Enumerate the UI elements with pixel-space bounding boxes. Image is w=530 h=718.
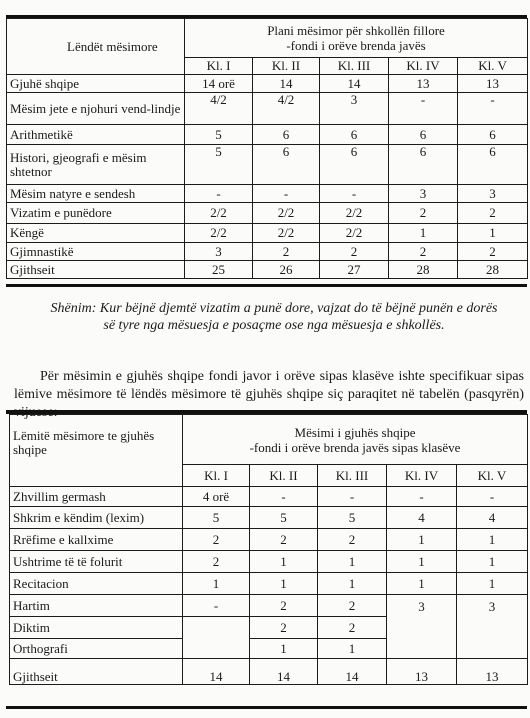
table-row (7, 125, 528, 145)
value-cell: 3 (185, 243, 253, 261)
note-text: Shënim: Kur bëjnë djemtë vizatim a punë dore, vajzat do të bëjnë punën e dorës së tyre nga mësuesja e posaçme ose nga mësuesja e shkollës. (50, 301, 498, 333)
subject-cell: Vizatim e punëdore (7, 203, 185, 224)
value-cell: 2/2 (253, 203, 320, 224)
value-cell: 25 (185, 261, 253, 279)
subject-cell: Orthografi (10, 639, 183, 659)
albanian-language-table (9, 414, 528, 685)
class-header: Kl. I (183, 465, 250, 487)
value-cell: 1 (318, 573, 387, 595)
value-cell: 1 (458, 224, 528, 243)
value-cell: - (318, 487, 387, 507)
value-cell: 5 (185, 125, 253, 145)
value-cell: 2/2 (185, 203, 253, 224)
value-cell: 14 (320, 75, 389, 93)
subject-header: Lëmitë mësimore te gjuhës shqipe (10, 415, 183, 487)
table1-bottom-border (6, 284, 527, 287)
value-cell: 14 (250, 659, 318, 685)
subject-cell: Ushtrime të të folurit (10, 551, 183, 573)
value-cell: 2 (250, 595, 318, 617)
subject-cell: Këngë (7, 224, 185, 243)
value-cell: 1 (457, 529, 528, 551)
curriculum-table (6, 18, 528, 279)
plan-header (185, 19, 528, 58)
value-cell: 2 (320, 243, 389, 261)
class-header: Kl. V (457, 465, 528, 487)
value-cell: 2 (183, 529, 250, 551)
value-cell: 1 (457, 573, 528, 595)
value-cell: 1 (250, 639, 318, 659)
merged-value-cell: 3 (457, 595, 528, 659)
value-cell: 1 (387, 529, 457, 551)
value-cell: 13 (457, 659, 528, 685)
value-cell: - (457, 487, 528, 507)
class-header: Kl. III (318, 465, 387, 487)
value-cell: 2 (250, 529, 318, 551)
value-cell: 28 (458, 261, 528, 279)
table-row-total (7, 261, 528, 279)
class-header: Kl. II (250, 465, 318, 487)
value-cell: 2 (183, 551, 250, 573)
value-cell: - (185, 185, 253, 203)
value-cell-empty (183, 617, 250, 659)
subject-cell: Arithmetikë (7, 125, 185, 145)
class-header: Kl. II (253, 58, 320, 75)
subject-cell: Mësim jete e njohuri vend-lindje (7, 93, 185, 125)
value-cell: - (250, 487, 318, 507)
table-row (7, 93, 528, 125)
value-cell: 6 (253, 145, 320, 185)
value-cell: - (389, 93, 458, 125)
subject-cell: Rrëfime e kallxime (10, 529, 183, 551)
value-cell: 1 (457, 551, 528, 573)
merged-value-cell: 3 (387, 595, 457, 659)
subject-cell: Hartim (10, 595, 183, 617)
class-header: Kl. III (320, 58, 389, 75)
value-cell: 6 (320, 125, 389, 145)
value-cell: 13 (387, 659, 457, 685)
subject-cell: Recitacion (10, 573, 183, 595)
value-cell: 2/2 (320, 203, 389, 224)
subject-cell: Histori, gjeografi e mësim shtetnor (7, 145, 185, 185)
subject-cell: Shkrim e këndim (lexim) (10, 507, 183, 529)
value-cell: 14 (253, 75, 320, 93)
value-cell: 2/2 (185, 224, 253, 243)
value-cell: 6 (389, 145, 458, 185)
value-cell: 6 (458, 125, 528, 145)
value-cell: 28 (389, 261, 458, 279)
plan-header (183, 415, 528, 465)
value-cell: 2 (318, 617, 387, 639)
subject-cell: Zhvillim germash (10, 487, 183, 507)
value-cell: 2 (458, 243, 528, 261)
subject-cell: Gjuhë shqipe (7, 75, 185, 93)
table-row-total (10, 659, 528, 685)
subject-cell: Gjithseit (7, 261, 185, 279)
value-cell: 6 (458, 145, 528, 185)
value-cell: - (253, 185, 320, 203)
table-row (10, 551, 528, 573)
value-cell: 5 (183, 507, 250, 529)
value-cell: 1 (318, 639, 387, 659)
value-cell: 5 (318, 507, 387, 529)
value-cell: 6 (253, 125, 320, 145)
class-header: Kl. IV (389, 58, 458, 75)
value-cell: 2 (253, 243, 320, 261)
value-cell: 5 (185, 145, 253, 185)
value-cell: 3 (320, 93, 389, 125)
value-cell: 1 (318, 551, 387, 573)
table-row (7, 145, 528, 185)
value-cell: 2 (250, 617, 318, 639)
value-cell: 4/2 (253, 93, 320, 125)
table-row (10, 487, 528, 507)
value-cell: 27 (320, 261, 389, 279)
table-row (7, 203, 528, 224)
value-cell: 2 (389, 243, 458, 261)
value-cell: 4 (387, 507, 457, 529)
table-row (10, 507, 528, 529)
value-cell: - (183, 595, 250, 617)
value-cell: 1 (183, 573, 250, 595)
class-header: Kl. IV (387, 465, 457, 487)
value-cell: 3 (458, 185, 528, 203)
value-cell: 14 (183, 659, 250, 685)
value-cell: - (387, 487, 457, 507)
class-header: Kl. V (458, 58, 528, 75)
value-cell: 4 (457, 507, 528, 529)
plan-header-line2: -fondi i orëve brenda javës sipas klasëve (249, 439, 461, 455)
value-cell: 13 (458, 75, 528, 93)
plan-header-line1: Mësimi i gjuhës shqipe (294, 424, 416, 440)
value-cell: 4 orë (183, 487, 250, 507)
subject-cell: Mësim natyre e sendesh (7, 185, 185, 203)
subject-header: Lëndët mësimore (7, 19, 185, 75)
table-row (7, 224, 528, 243)
value-cell: 2/2 (320, 224, 389, 243)
value-cell: 2/2 (253, 224, 320, 243)
value-cell: 6 (320, 145, 389, 185)
value-cell: 2 (318, 529, 387, 551)
subject-cell: Gjimnastikë (7, 243, 185, 261)
subject-cell: Gjithseit (10, 659, 183, 685)
table2-bottom-border (6, 706, 527, 709)
plan-header-line2: -fondi i orëve brenda javës (286, 38, 426, 53)
value-cell: 4/2 (185, 93, 253, 125)
value-cell: - (320, 185, 389, 203)
table-row (7, 185, 528, 203)
table-row (10, 595, 528, 617)
table-row (7, 75, 528, 93)
value-cell: 5 (250, 507, 318, 529)
value-cell: 3 (389, 185, 458, 203)
value-cell: 1 (387, 573, 457, 595)
value-cell: 14 orë (185, 75, 253, 93)
value-cell: 1 (250, 573, 318, 595)
plan-header-line1: Plani mësimor për shkollën fillore (267, 23, 445, 38)
table-row (7, 243, 528, 261)
paragraph-text: Për mësimin e gjuhës shqipe fondi javor i orëve sipas klasëve ishte specifikuar sipas lëmive mësimore të lëndës mësimore të gjuhës shqipe siç paraqitet në tabelën (pasqyrën) (14, 369, 524, 402)
value-cell: 1 (389, 224, 458, 243)
value-cell: - (458, 93, 528, 125)
class-header: Kl. I (185, 58, 253, 75)
subject-cell: Diktim (10, 617, 183, 639)
value-cell: 26 (253, 261, 320, 279)
table-row (10, 573, 528, 595)
value-cell: 2 (458, 203, 528, 224)
value-cell: 6 (389, 125, 458, 145)
value-cell: 1 (250, 551, 318, 573)
table-row (10, 529, 528, 551)
value-cell: 2 (318, 595, 387, 617)
value-cell: 13 (389, 75, 458, 93)
value-cell: 2 (389, 203, 458, 224)
value-cell: 1 (387, 551, 457, 573)
value-cell: 14 (318, 659, 387, 685)
